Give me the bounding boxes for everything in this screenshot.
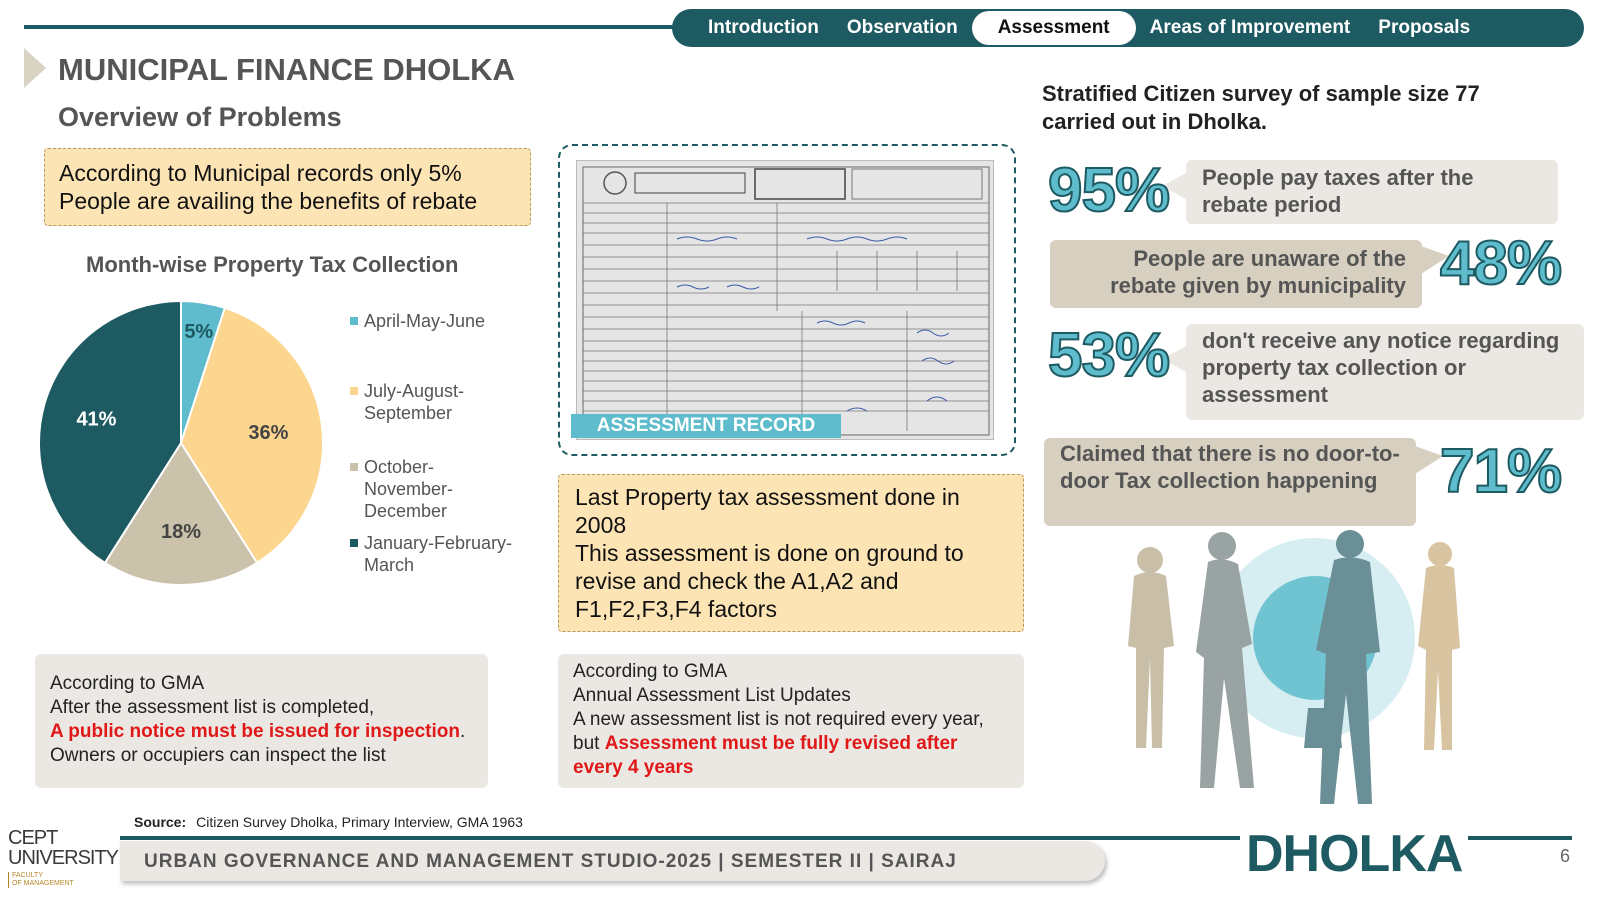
assessment-record-badge: ASSESSMENT RECORD [571,414,841,438]
city-wordmark: DHOLKA [1240,826,1468,882]
studio-label: URBAN GOVERNANCE AND MANAGEMENT STUDIO-2025 | SEMESTER II | SAIRAJ [144,851,957,872]
section-nav [672,9,1584,47]
gma-updates-line3: A new assessment list is not required every year, [573,709,984,730]
logo-line2: UNIVERSITY [8,847,119,869]
logo-faculty [8,872,120,888]
assessment-record-image [576,160,994,440]
legend-item-4 [350,532,512,576]
survey-callout-3: don't receive any notice regarding property tax collection or assessment [1186,324,1584,420]
survey-callout-2: People are unaware of the rebate given by municipality [1050,240,1422,308]
legend-swatch [350,463,358,471]
page-title: MUNICIPAL FINANCE DHOLKA [58,52,515,87]
logo-line1: CEPT [8,827,58,849]
header-rule [24,25,684,29]
title-arrow-icon [24,48,46,88]
tab-introduction[interactable]: Introduction [708,17,819,38]
gma-inspection-line4: Owners or occupiers can inspect the list [50,745,386,766]
survey-callout-1: People pay taxes after the rebate period [1186,160,1558,224]
gma-inspection-line1: According to GMA [50,673,205,694]
pie-chart [36,298,326,588]
gma-inspection-period: . [459,721,466,742]
source-label: Source: [134,814,187,830]
chart-title: Month-wise Property Tax Collection [86,252,459,277]
assessment-note [558,474,1024,632]
source-note [134,814,523,830]
tab-assessment[interactable]: Assessment [972,11,1136,45]
gma-updates-line2: Annual Assessment List Updates [573,685,851,706]
gma-updates-line1: According to GMA [573,661,728,682]
legend-swatch [350,387,358,395]
pie-label-3: 18% [160,521,202,544]
gma-inspection-line3 [50,720,473,744]
rebate-note-line1: According to Municipal records only 5% [59,160,462,186]
legend-swatch [350,317,358,325]
legend-label: July-August- September [364,381,465,423]
legend-item-3 [350,456,453,522]
pie-label-4: 41% [76,408,117,431]
tab-observation[interactable]: Observation [846,17,958,38]
assessment-form-graphic [577,161,994,440]
tab-areas-of-improvement[interactable]: Areas of Improvement [1149,17,1351,38]
gma-updates-note [558,654,1024,788]
logo-line3: FACULTY [12,872,43,879]
rebate-note [44,148,531,226]
legend-item-2 [350,380,464,424]
survey-stat-3: 53% [1048,321,1170,390]
survey-title: Stratified Citizen survey of sample size 77 carried out in Dholka. [1042,81,1480,134]
rebate-note-line2: People are availing the benefits of rebate [59,188,478,214]
survey-stat-1: 95% [1048,156,1170,225]
pie-label-2: 36% [248,421,289,444]
gma-updates-but: but [573,733,605,754]
assessment-note-line1: Last Property tax assessment done in 2008 [575,484,960,538]
gma-inspection-note [35,654,488,788]
legend-label: January-February- March [364,533,513,575]
callout-pointer [1415,446,1443,474]
legend-label: April-May-June [364,311,486,331]
legend-label: October- November- December [364,457,454,521]
page-number: 6 [1560,846,1571,866]
survey-stat-4: 71% [1440,437,1562,506]
assessment-note-line2: This assessment is done on ground to revise and check the A1,A2 and F1,F2,F3,F4 factors [575,540,964,622]
legend-item-1 [350,310,485,332]
legend-swatch [350,539,358,547]
page-subtitle: Overview of Problems [58,102,342,132]
cept-logo [8,828,120,894]
gma-inspection-line2: After the assessment list is completed, [50,697,375,718]
gma-updates-highlight: Assessment must be fully revised after every 4 years [573,733,958,778]
survey-callout-4: Claimed that there is no door-to-door Tax collection happening [1044,438,1416,526]
gma-updates-line4 [573,732,1009,780]
source-text: Citizen Survey Dholka, Primary Interview, GMA 1963 [196,814,523,830]
tab-proposals[interactable]: Proposals [1378,17,1471,38]
citizens-illustration [1110,528,1490,808]
pie-label-1: 5% [184,320,214,343]
logo-line4: OF MANAGEMENT [12,880,74,887]
survey-stat-2: 48% [1440,229,1562,298]
gma-inspection-highlight: A public notice must be issued for inspection [50,721,460,742]
